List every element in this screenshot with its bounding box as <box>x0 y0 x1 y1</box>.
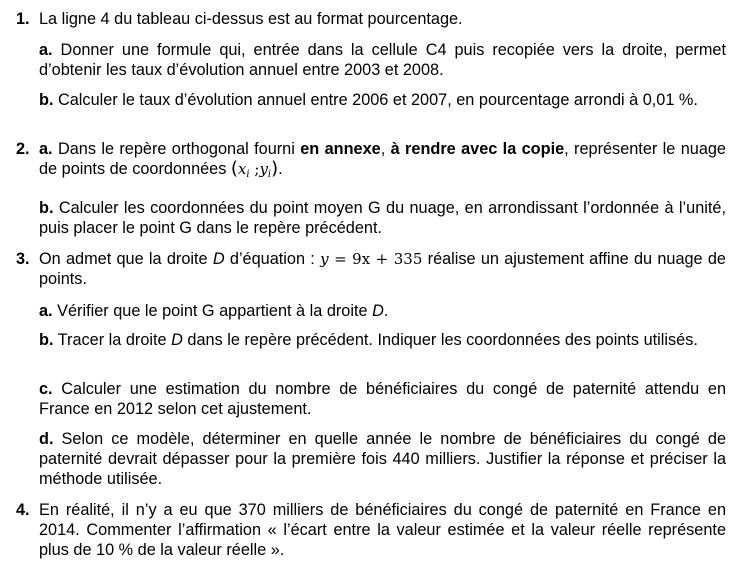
question-3 <box>16 249 726 289</box>
question-3d <box>39 429 726 489</box>
question-4-text: En réalité, il n’y a eu que 370 milliers de bénéficiaires du congé de paternité en France en 2014. Commenter l’affirmation « l’écart entre la valeur estimée et la valeur réelle représente plus de 10 % de la valeur réelle ». <box>39 501 726 559</box>
question-2a-text-1: Dans le repère orthogonal fourni <box>52 140 301 158</box>
coord-x-index: i <box>246 169 250 180</box>
question-1b-label: b. <box>39 91 54 109</box>
question-3-intro-3: réalise un ajustement affine du nuage de points. <box>39 250 726 288</box>
question-3a-D: D <box>372 302 384 320</box>
question-2b <box>39 198 726 238</box>
question-2 <box>16 139 726 185</box>
paren-close: ) <box>271 158 279 179</box>
question-1-text: La ligne 4 du tableau ci-dessus est au format pourcentage. <box>39 10 463 28</box>
question-1a-text: Donner une formule qui, entrée dans la cellule C4 puis recopiée vers la droite, permet d’obtenir les taux d’évolution annuel entre 2003 et 2008. <box>39 41 726 79</box>
question-3b-text-1: Tracer la droite <box>53 331 172 349</box>
question-3b-label: b. <box>39 331 54 349</box>
question-2a-text-2: , <box>380 140 391 158</box>
question-1 <box>16 9 726 29</box>
question-3-intro-1: On admet que la droite <box>39 250 213 268</box>
coord-x: x <box>237 160 247 178</box>
question-2a-bold-annexe: en annexe <box>300 140 381 158</box>
question-3a-label: a. <box>39 302 53 320</box>
question-3d-label: d. <box>39 430 54 448</box>
question-4-number: 4. <box>16 501 30 519</box>
question-2b-label: b. <box>39 199 54 217</box>
question-2a <box>39 139 726 185</box>
question-3-intro <box>39 249 726 289</box>
line-D-name: D <box>212 250 225 268</box>
question-3c <box>39 379 726 419</box>
question-3d-text: Selon ce modèle, déterminer en quelle année le nombre de bénéficiaires du congé de paternité devrait dépasser pour la première fois 440 milliers. Justifier la réponse et préciser la méthode utilisée. <box>39 430 726 488</box>
question-1-number: 1. <box>16 10 30 28</box>
question-1b <box>39 90 726 110</box>
question-3a-text: Vérifier que le point G appartient à la droite <box>52 302 373 320</box>
coordinates-formula <box>231 160 278 178</box>
question-3a-end: . <box>383 302 389 320</box>
question-1b-text: Calculer le taux d’évolution annuel entre 2006 et 2007, en pourcentage arrondi à 0,01 %. <box>53 91 698 109</box>
question-1a <box>39 40 726 80</box>
coord-separator: ; <box>249 160 260 178</box>
question-2b-text: Calculer les coordonnées du point moyen G du nuage, en arrondissant l’ordonnée à l’unité, puis placer le point G dans le repère précédent. <box>39 199 726 237</box>
coord-y: y <box>259 160 268 178</box>
question-2a-bold-copie: à rendre avec la copie <box>390 140 565 158</box>
question-3b-D: D <box>171 331 183 349</box>
question-4 <box>16 500 726 560</box>
question-3b <box>39 330 726 350</box>
paren-open: ( <box>230 158 238 179</box>
question-2-number: 2. <box>16 140 30 158</box>
question-3-number: 3. <box>16 250 30 268</box>
question-3c-text: Calculer une estimation du nombre de bénéficiaires du congé de paternité attendu en France en 2012 selon cet ajustement. <box>39 380 726 418</box>
question-3-intro-2: d’équation : <box>224 250 321 268</box>
line-equation <box>320 250 422 268</box>
question-2a-text-3: , représenter le nuage de points de coordonnées <box>39 140 726 178</box>
question-3a <box>39 301 726 321</box>
equation-rest: = 9x + 335 <box>328 250 423 268</box>
equation-y: y <box>320 250 329 268</box>
question-3c-label: c. <box>39 380 53 398</box>
question-1a-label: a. <box>39 41 53 59</box>
question-2a-label: a. <box>39 140 53 158</box>
question-3b-text-2: dans le repère précédent. Indiquer les coordonnées des points utilisés. <box>182 331 698 349</box>
coord-y-index: i <box>267 169 272 180</box>
question-2a-text-end: . <box>278 160 283 178</box>
